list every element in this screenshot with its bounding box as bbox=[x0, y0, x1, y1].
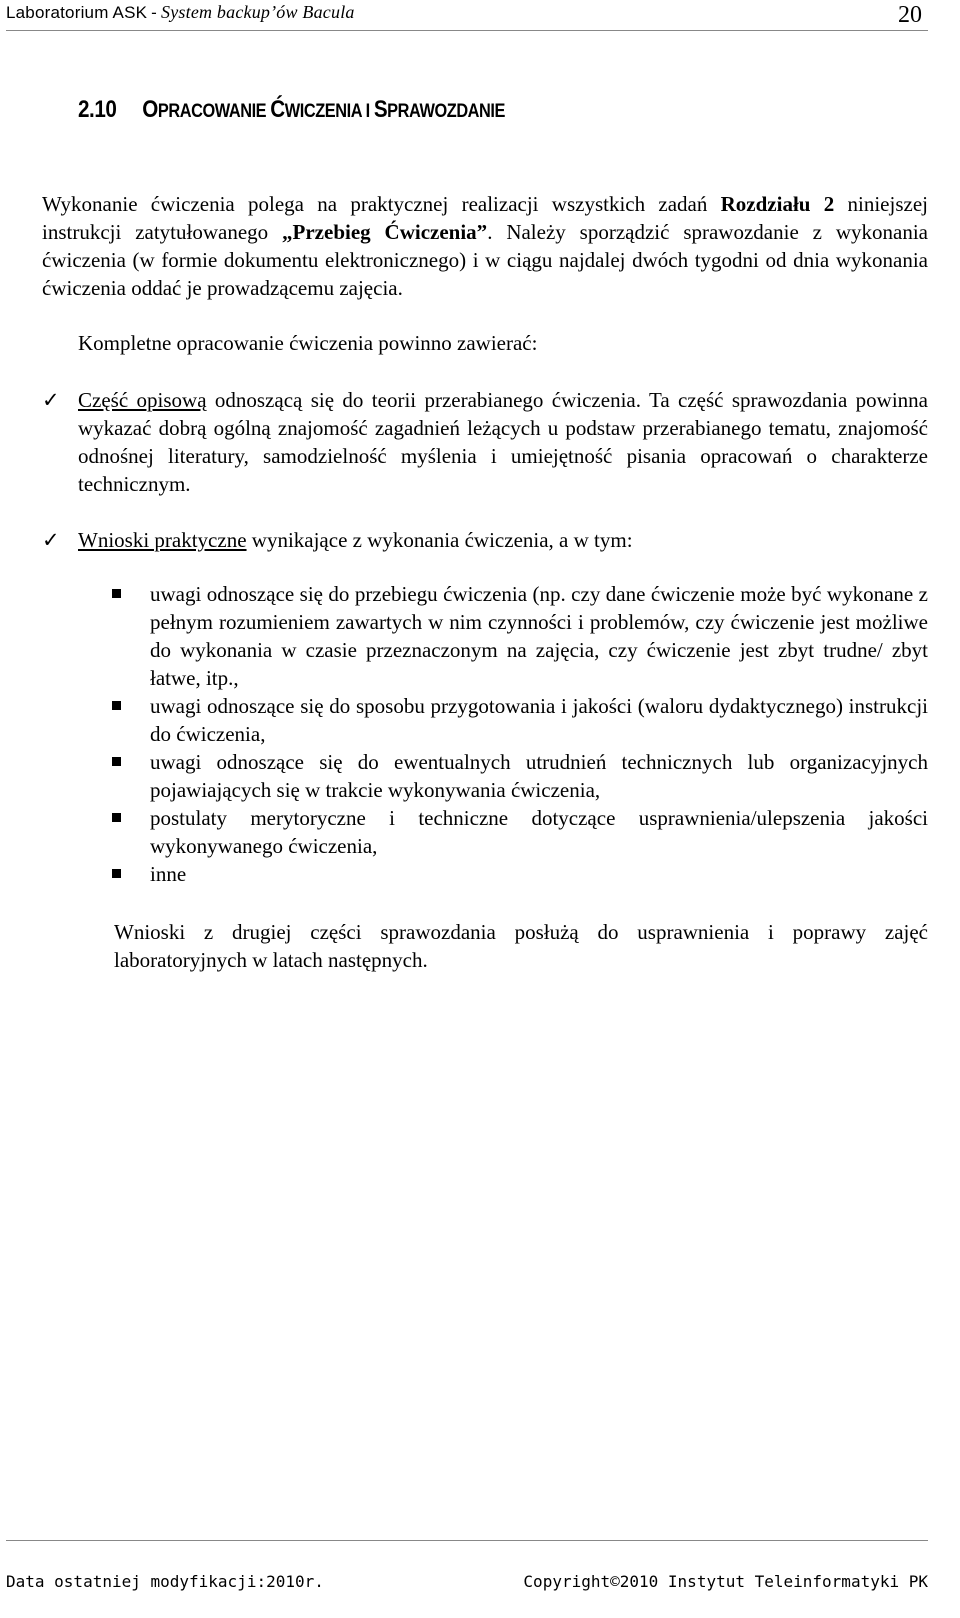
list-item-text: inne bbox=[150, 862, 187, 886]
list-item bbox=[110, 804, 928, 860]
header-subtitle: System backup’ów Bacula bbox=[161, 2, 355, 22]
header-title bbox=[6, 2, 355, 23]
closing-paragraph: Wnioski z drugiej części sprawozdania posłużą do usprawnienia i poprawy zajęć laboratoryjnych w latach następnych. bbox=[114, 920, 928, 972]
section-title-initial-2: Ć bbox=[270, 96, 285, 123]
intro-bold-chapter: Rozdziału 2 bbox=[720, 192, 835, 216]
list-item bbox=[110, 748, 928, 804]
section-title-rest-1: PRACOWANIE bbox=[157, 101, 271, 122]
square-bullet-icon bbox=[112, 813, 121, 822]
footer-copyright: Copyright©2010 Instytut Teleinformatyki PK bbox=[523, 1572, 928, 1591]
intro-text-3: . Należy sporządzić sprawozdanie z wykonania ćwiczenia (w formie dokumentu elektronicznego) i w ciągu najdalej dwóch tygodni od dnia wykonania ćwiczenia oddać je prowadzącemu zajęcia. bbox=[42, 220, 928, 300]
list-item-text: uwagi odnoszące się do sposobu przygotowania i jakości (waloru dydaktycznego) instrukcji do ćwiczenia, bbox=[150, 694, 928, 746]
page-footer bbox=[6, 1540, 928, 1618]
header-lab-name: Laboratorium ASK bbox=[6, 3, 148, 22]
list-item bbox=[110, 692, 928, 748]
section-heading bbox=[78, 96, 505, 124]
checkmark-icon: ✓ bbox=[42, 388, 60, 412]
intro-bold-title: „Przebieg Ćwiczenia” bbox=[282, 220, 488, 244]
square-bullet-icon bbox=[112, 589, 121, 598]
check-item-conclusions bbox=[42, 526, 928, 554]
check-item-description bbox=[42, 386, 928, 498]
page-number: 20 bbox=[898, 2, 922, 28]
section-number: 2.10 bbox=[78, 96, 117, 123]
page-header bbox=[6, 0, 928, 31]
section-title-initial-3: S bbox=[373, 96, 388, 123]
checkmark-icon: ✓ bbox=[42, 528, 60, 552]
square-bullet-icon bbox=[112, 701, 121, 710]
footer-modification-date: Data ostatniej modyfikacji:2010r. bbox=[6, 1572, 324, 1591]
list-item-text: uwagi odnoszące się do ewentualnych utrudnień technicznych lub organizacyjnych pojawiających się w trakcie wykonywania ćwiczenia, bbox=[150, 750, 928, 802]
conclusions-list bbox=[110, 580, 928, 888]
check-item-text: wynikające z wykonania ćwiczenia, a w tym: bbox=[246, 528, 633, 552]
square-bullet-icon bbox=[112, 869, 121, 878]
intro-text-2: niniejszej instrukcji zatytułowanego bbox=[42, 192, 928, 244]
header-separator: - bbox=[151, 3, 158, 22]
list-item bbox=[110, 860, 928, 888]
list-item-text: postulaty merytoryczne i techniczne dotyczące usprawnienia/ulepszenia jakości wykonywanego ćwiczenia, bbox=[150, 806, 928, 858]
square-bullet-icon bbox=[112, 757, 121, 766]
list-item bbox=[110, 580, 928, 692]
check-item-text: odnoszącą się do teorii przerabianego ćwiczenia. Ta część sprawozdania powinna wykazać dobrą ogólną znajomość zagadnień leżących u podstaw przerabianego tematu, znajomość odnośnej literatury, samodzielność myślenia i umiejętność pisania opracowań o charakterze technicznym. bbox=[78, 388, 928, 496]
intro-text-1: Wykonanie ćwiczenia polega na praktycznej realizacji wszystkich zadań bbox=[42, 192, 721, 216]
section-title-rest-3: PRAWOZDANIE bbox=[387, 101, 506, 122]
check-item-underlined: Wnioski praktyczne bbox=[78, 528, 247, 552]
requirements-intro: Kompletne opracowanie ćwiczenia powinno zawierać: bbox=[78, 331, 538, 355]
section-title-initial-1: O bbox=[142, 96, 158, 123]
check-item-underlined: Część opisową bbox=[78, 388, 207, 412]
section-title-rest-2: WICZENIA I bbox=[284, 101, 374, 122]
intro-paragraph bbox=[42, 190, 928, 302]
list-item-text: uwagi odnoszące się do przebiegu ćwiczenia (np. czy dane ćwiczenie może być wykonane z pełnym rozumieniem zawartych w nim czynności i problemów, czy ćwiczenie jest możliwe do wykonania w czasie przeznaczonym na zajęcia, czy ćwiczenie jest zbyt trudne/ zbyt łatwe, itp., bbox=[150, 582, 928, 690]
